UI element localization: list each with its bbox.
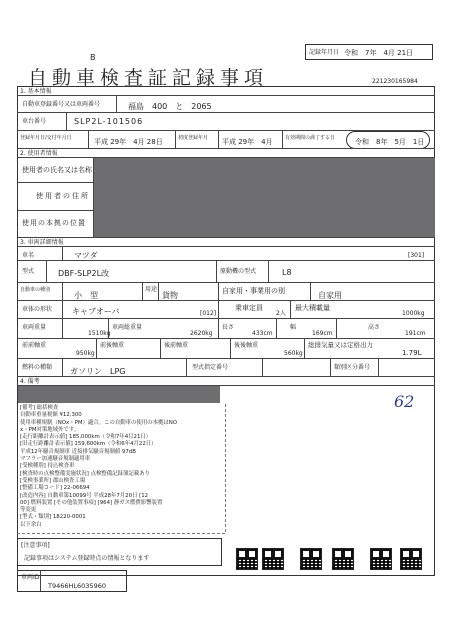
section3-heading: 3. 車両詳細情報: [20, 239, 64, 246]
registration-label: 登録年月日/交付年月日: [20, 135, 72, 141]
front-front-axle-value: 950kg: [76, 350, 95, 357]
front-front-axle-label: 前前軸重: [22, 342, 47, 349]
use-label: 用途: [145, 286, 158, 293]
qr-code-icon: [236, 548, 258, 570]
note-line: [改造内容] 自動車第10099号 平成28年7月20日 [12: [20, 492, 149, 499]
height-label: 高さ: [368, 324, 381, 331]
note-line: [受検事業所] 郡山検査工場: [20, 477, 86, 484]
maker-code: [301]: [408, 252, 425, 259]
height-value: 191cm: [405, 330, 426, 337]
b-mark: B: [90, 53, 96, 62]
notice-text: 記録事項はシステム登録時点の情報となります: [24, 555, 150, 562]
max-load-value: 1000kg: [402, 310, 425, 317]
user-info-redaction: [94, 158, 435, 237]
notice-heading: [注意事項]: [21, 542, 50, 549]
rear-rear-axle-label: 後後軸重: [234, 342, 259, 349]
engine-value: L8: [282, 268, 292, 277]
use-value: 貨物: [162, 291, 178, 300]
section4-heading: 4. 備考: [20, 378, 40, 385]
model-label: 型式: [22, 268, 35, 275]
width-label: 幅: [290, 324, 297, 331]
note-line: [検査時の点検整備実施状況] 点検整備記録簿記載あり: [20, 470, 150, 477]
qr-code-icon: [300, 548, 322, 570]
registration-date-value: 令和 7年 4月 21日: [344, 49, 414, 57]
expiry-value: 令和 8年 5月 1日: [355, 138, 425, 146]
plate-label: 自動車登録番号又は車両番号: [22, 101, 101, 108]
registration-date-box: [305, 44, 433, 60]
car-id-label: 車両ID: [21, 574, 40, 581]
vin-label: 車台番号: [22, 118, 47, 125]
width-value: 169cm: [312, 330, 333, 337]
displacement-value: 1.79L: [402, 349, 422, 357]
note-line: [備考] 総括検査: [20, 405, 59, 411]
document-number: 221230165984: [372, 78, 418, 85]
qr-code-icon: [370, 548, 392, 570]
note-line: [受検種別] 持込検査車: [20, 463, 75, 470]
maker-label: 車名: [22, 252, 35, 259]
note-line: 00] 燃料装置 [その他装置事項] [964] 静ガス燃費影響装置: [20, 499, 163, 506]
qr-code-icon: [400, 548, 422, 570]
vin-value: SLP2L-101506: [74, 117, 144, 126]
category-label: 類別区分番号: [334, 364, 371, 371]
note-line: 平成12年騒音規制車 近接排気騒音規制値 97dB: [20, 448, 136, 455]
note-line: 使用車種規制（NOx・PM）適合。この自動車の使用の本拠はNO: [20, 419, 178, 426]
registration-date-label: 記録年月日: [309, 49, 340, 56]
note-line: x・PM対策地域外です。: [20, 426, 80, 433]
base-location-label: 使用の本拠の位置: [22, 219, 86, 227]
note-line: [型式・類別] 18220-0001: [20, 514, 86, 521]
kind-label: 自動車の種別: [20, 287, 51, 293]
rear-rear-axle-value: 560kg: [284, 350, 303, 357]
note-line: [走行距離計表示値] 185,000km（令和7年4月21日）: [20, 434, 152, 441]
rear-front-axle-label: 後前軸重: [164, 342, 189, 349]
section1-heading: 1. 基本情報: [20, 88, 52, 95]
fuel-label: 燃料の種類: [22, 364, 53, 371]
note-line: マフラー加速騒音規制適用車: [20, 456, 91, 463]
body-shape-code: [012]: [200, 310, 217, 317]
car-id-box: [17, 570, 127, 592]
capacity-value: 2人: [276, 310, 286, 317]
gross-weight-value: 2620kg: [190, 330, 213, 337]
body-shape-label: 車体の形状: [22, 306, 53, 313]
note-line: [旧走行距離計表示値] 159,600km（令和6年4月22日）: [20, 441, 157, 448]
registration-value: 平成 29年 4月 28日: [94, 138, 163, 146]
note-line: 等変更: [20, 507, 37, 514]
displacement-label: 総排気量又は定格出力: [308, 341, 373, 349]
user-name-label: 使用者の氏名又は名称: [22, 166, 92, 174]
qr-code-icon: [332, 548, 354, 570]
purpose-label: 自家用・事業用の別: [222, 287, 285, 295]
notice-box: [17, 538, 222, 566]
purpose-value: 自家用: [318, 291, 342, 300]
model-value: DBF-SLP2L改: [58, 269, 110, 278]
user-address-label: 使用者の住所: [36, 192, 90, 200]
length-value: 433cm: [252, 330, 273, 337]
notes-redaction: [18, 386, 220, 403]
notes-list: [20, 405, 225, 529]
capacity-label: 乗車定員: [235, 304, 263, 312]
note-line: [整備工場コード] 22-06694: [20, 485, 90, 492]
handwritten-number: 62: [394, 392, 415, 411]
first-registration-label: 初度登録年月: [178, 135, 209, 141]
notes-divider: [225, 404, 226, 532]
weight-label: 車両重量: [22, 324, 47, 331]
expiry-label: 有効期間の満了する日: [285, 135, 336, 141]
qr-code-icon: [262, 548, 284, 570]
gross-weight-label: 車両総重量: [112, 324, 143, 331]
maker-value: マツダ: [74, 251, 98, 260]
section2-heading: 2. 使用者情報: [20, 150, 58, 157]
car-id-value: T9466HL6035960: [48, 582, 106, 590]
note-line: 以下余白: [20, 521, 42, 528]
page-title: 自動車検査証記録事項: [28, 67, 269, 89]
body-shape-value: キャブオーバ: [72, 307, 120, 316]
front-rear-axle-label: 前後軸重: [100, 342, 125, 349]
kind-value: 小 型: [74, 291, 98, 300]
weight-value: 1510kg: [88, 330, 111, 337]
type-designation-label: 型式指定番号: [192, 364, 229, 371]
first-registration-value: 平成 29年 4月: [222, 138, 273, 146]
fuel-value: ガソリン LPG: [70, 367, 126, 376]
engine-label: 原動機の型式: [220, 268, 257, 275]
plate-value: 福島 400 と 2065: [128, 102, 212, 111]
length-label: 長さ: [222, 324, 235, 331]
note-line: 自動車重量税額 ¥12,300: [20, 412, 82, 419]
max-load-label: 最大積載量: [295, 304, 330, 312]
